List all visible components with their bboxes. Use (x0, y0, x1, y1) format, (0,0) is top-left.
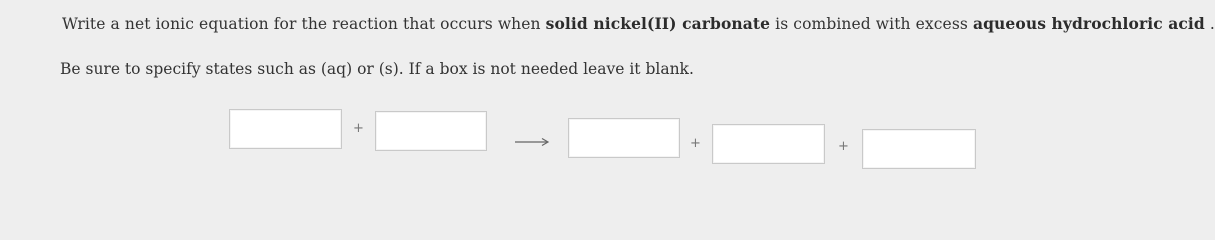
plus-sign: + (353, 121, 364, 136)
question-suffix: . (1204, 15, 1215, 33)
reactant-box-2[interactable] (375, 111, 487, 151)
plus-sign: + (690, 136, 701, 151)
reactant-box-1[interactable] (229, 109, 342, 149)
product-box-1[interactable] (568, 118, 680, 158)
reactant-1: solid nickel(II) carbonate (545, 14, 771, 33)
instruction-text: Be sure to specify states such as (aq) or (s). If a box is not needed leave it blank. (60, 60, 694, 78)
reactant-2: aqueous hydrochloric acid (972, 14, 1205, 33)
right-arrow-icon (514, 137, 550, 147)
question-middle: is combined with excess (770, 15, 973, 33)
question-prefix: Write a net ionic equation for the reaction that occurs when (62, 15, 546, 33)
product-box-2[interactable] (712, 124, 825, 164)
product-box-3[interactable] (862, 129, 976, 169)
question-text (62, 14, 1215, 33)
plus-sign: + (838, 139, 849, 154)
